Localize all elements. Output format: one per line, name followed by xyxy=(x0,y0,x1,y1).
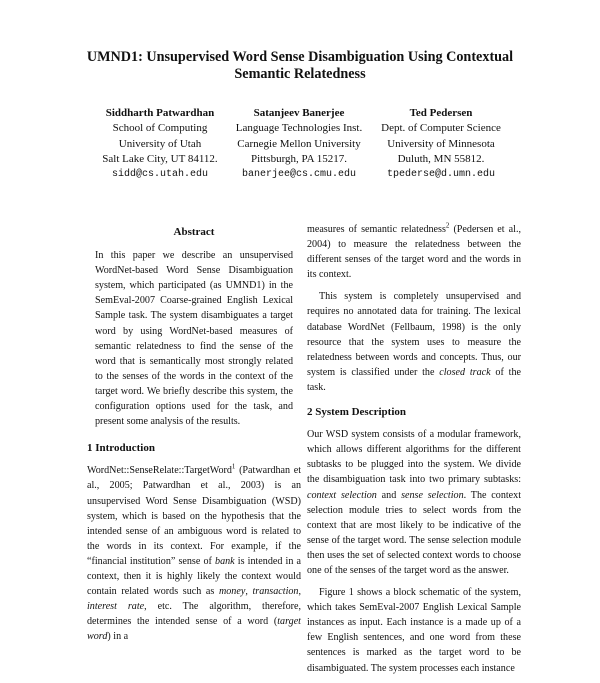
author-affiliation: Pittsburgh, PA 15217. xyxy=(251,152,347,165)
body-paragraph xyxy=(307,289,521,395)
author-name: Ted Pedersen xyxy=(409,107,473,119)
author-affiliation: Dept. of Computer Science xyxy=(381,122,501,135)
paper-title xyxy=(0,49,600,83)
section-heading-introduction: 1 Introduction xyxy=(87,442,155,455)
author-email: sidd@cs.utah.edu xyxy=(111,169,208,181)
text-run: of the task. xyxy=(307,366,521,393)
text-run: ) in a xyxy=(107,631,129,643)
author-affiliation: Salt Lake City, UT 84112. xyxy=(102,152,218,165)
text-run: WordNet::SenseRelate::TargetWord xyxy=(87,465,232,477)
author-name: Siddharth Patwardhan xyxy=(105,107,215,119)
text-run: (Patwardhan et al., 2005; Patwardhan et al., 2003) is an unsupervised Word Sense Disambiguation (WSD) system, which is based on the hypothesis that the intended sense of an ambiguous word is related to the words in its context. For example, if the “financial institution” sense of xyxy=(87,465,301,567)
abstract-heading: Abstract xyxy=(173,226,215,238)
text-run: and xyxy=(376,489,402,501)
footnote-marker: 2 xyxy=(445,221,450,230)
author-affiliation: Language Technologies Inst. xyxy=(235,122,363,135)
text-run: , etc. The algorithm, therefore, determines the intended sense of a word ( xyxy=(87,601,301,628)
text-run: This system is completely unsupervised and requires no annotated data for training. The lexical database WordNet (Fellbaum, 1998) is the only resource that the system uses to measure the relatedness between words and concepts. Thus, our system is classified under the xyxy=(307,291,521,378)
author-name: Satanjeev Banerjee xyxy=(253,107,345,119)
footnote-marker: 1 xyxy=(231,462,236,471)
emphasis-term: target word xyxy=(87,616,301,643)
author-affiliation: University of Utah xyxy=(118,137,202,150)
introduction-paragraph xyxy=(87,463,301,644)
emphasis-term: context selection xyxy=(307,489,377,501)
text-run: measures of semantic relatedness xyxy=(307,224,446,235)
author-affiliation: University of Minnesota xyxy=(387,137,495,150)
author-affiliation: Carnegie Mellon University xyxy=(237,137,361,150)
text-run: is intended in a context, then it is highly likely the context would contain related words such as xyxy=(87,555,301,598)
emphasis-term: sense selection xyxy=(401,489,464,501)
text-run: Our WSD system consists of a modular framework, which allows different algorithms for the different subtasks to be plugged into the system. We divide the disambiguation task into two primary subtasks: xyxy=(307,429,521,486)
author-block-3 xyxy=(351,106,531,182)
abstract xyxy=(87,225,301,429)
body-paragraph xyxy=(307,222,521,282)
title-line-1: UMND1: Unsupervised Word Sense Disambiguation Using Contextual xyxy=(86,49,514,65)
emphasis-term: transaction xyxy=(252,586,299,598)
text-run: , xyxy=(298,586,301,598)
author-affiliation: School of Computing xyxy=(112,122,208,135)
emphasis-term: closed track xyxy=(439,366,491,378)
emphasis-term: money xyxy=(218,586,246,598)
author-email: tpederse@d.umn.edu xyxy=(386,169,496,181)
emphasis-term: interest rate xyxy=(87,601,145,613)
text-run: . The context selection module tries to select words from the context that are most likely to be indicative of the sense of the target word. The sense selection module then uses the set of selected context words to choose one of the senses of the target word as the answer. xyxy=(307,489,522,576)
section-heading-system-description: 2 System Description xyxy=(307,406,406,419)
title-line-2: Semantic Relatedness xyxy=(234,66,366,82)
left-column xyxy=(87,225,301,644)
author-affiliation: Duluth, MN 55812. xyxy=(397,152,485,165)
body-paragraph xyxy=(307,427,521,578)
body-paragraph: Figure 1 shows a block schematic of the system, which takes SemEval-2007 English Lexical Sample instances as input. Each instance is a made up of a few English sentences, and one word from these sentences is marked as the target word to be disambiguated. The system processes each instance xyxy=(307,587,521,674)
emphasis-term: bank xyxy=(215,555,235,567)
abstract-text: In this paper we describe an unsupervised WordNet-based Word Sense Disambiguation system, which participated (as UMND1) in the SemEval-2007 Coarse-grained English Lexical Sample task. The system disambiguates a target word by using WordNet-based measures of semantic relatedness to find the sense of the word that is semantically most strongly related to the senses of the words in the context of the target word. We briefly describe this system, the configuration options used for the task, and present some analysis of the results. xyxy=(95,250,293,428)
author-email: banerjee@cs.cmu.edu xyxy=(241,169,357,181)
text-run: , xyxy=(245,586,253,598)
right-column xyxy=(307,222,521,683)
text-run: (Pedersen et al., 2004) to measure the relatedness between the different senses of the target word and the words in its context. xyxy=(307,224,521,281)
